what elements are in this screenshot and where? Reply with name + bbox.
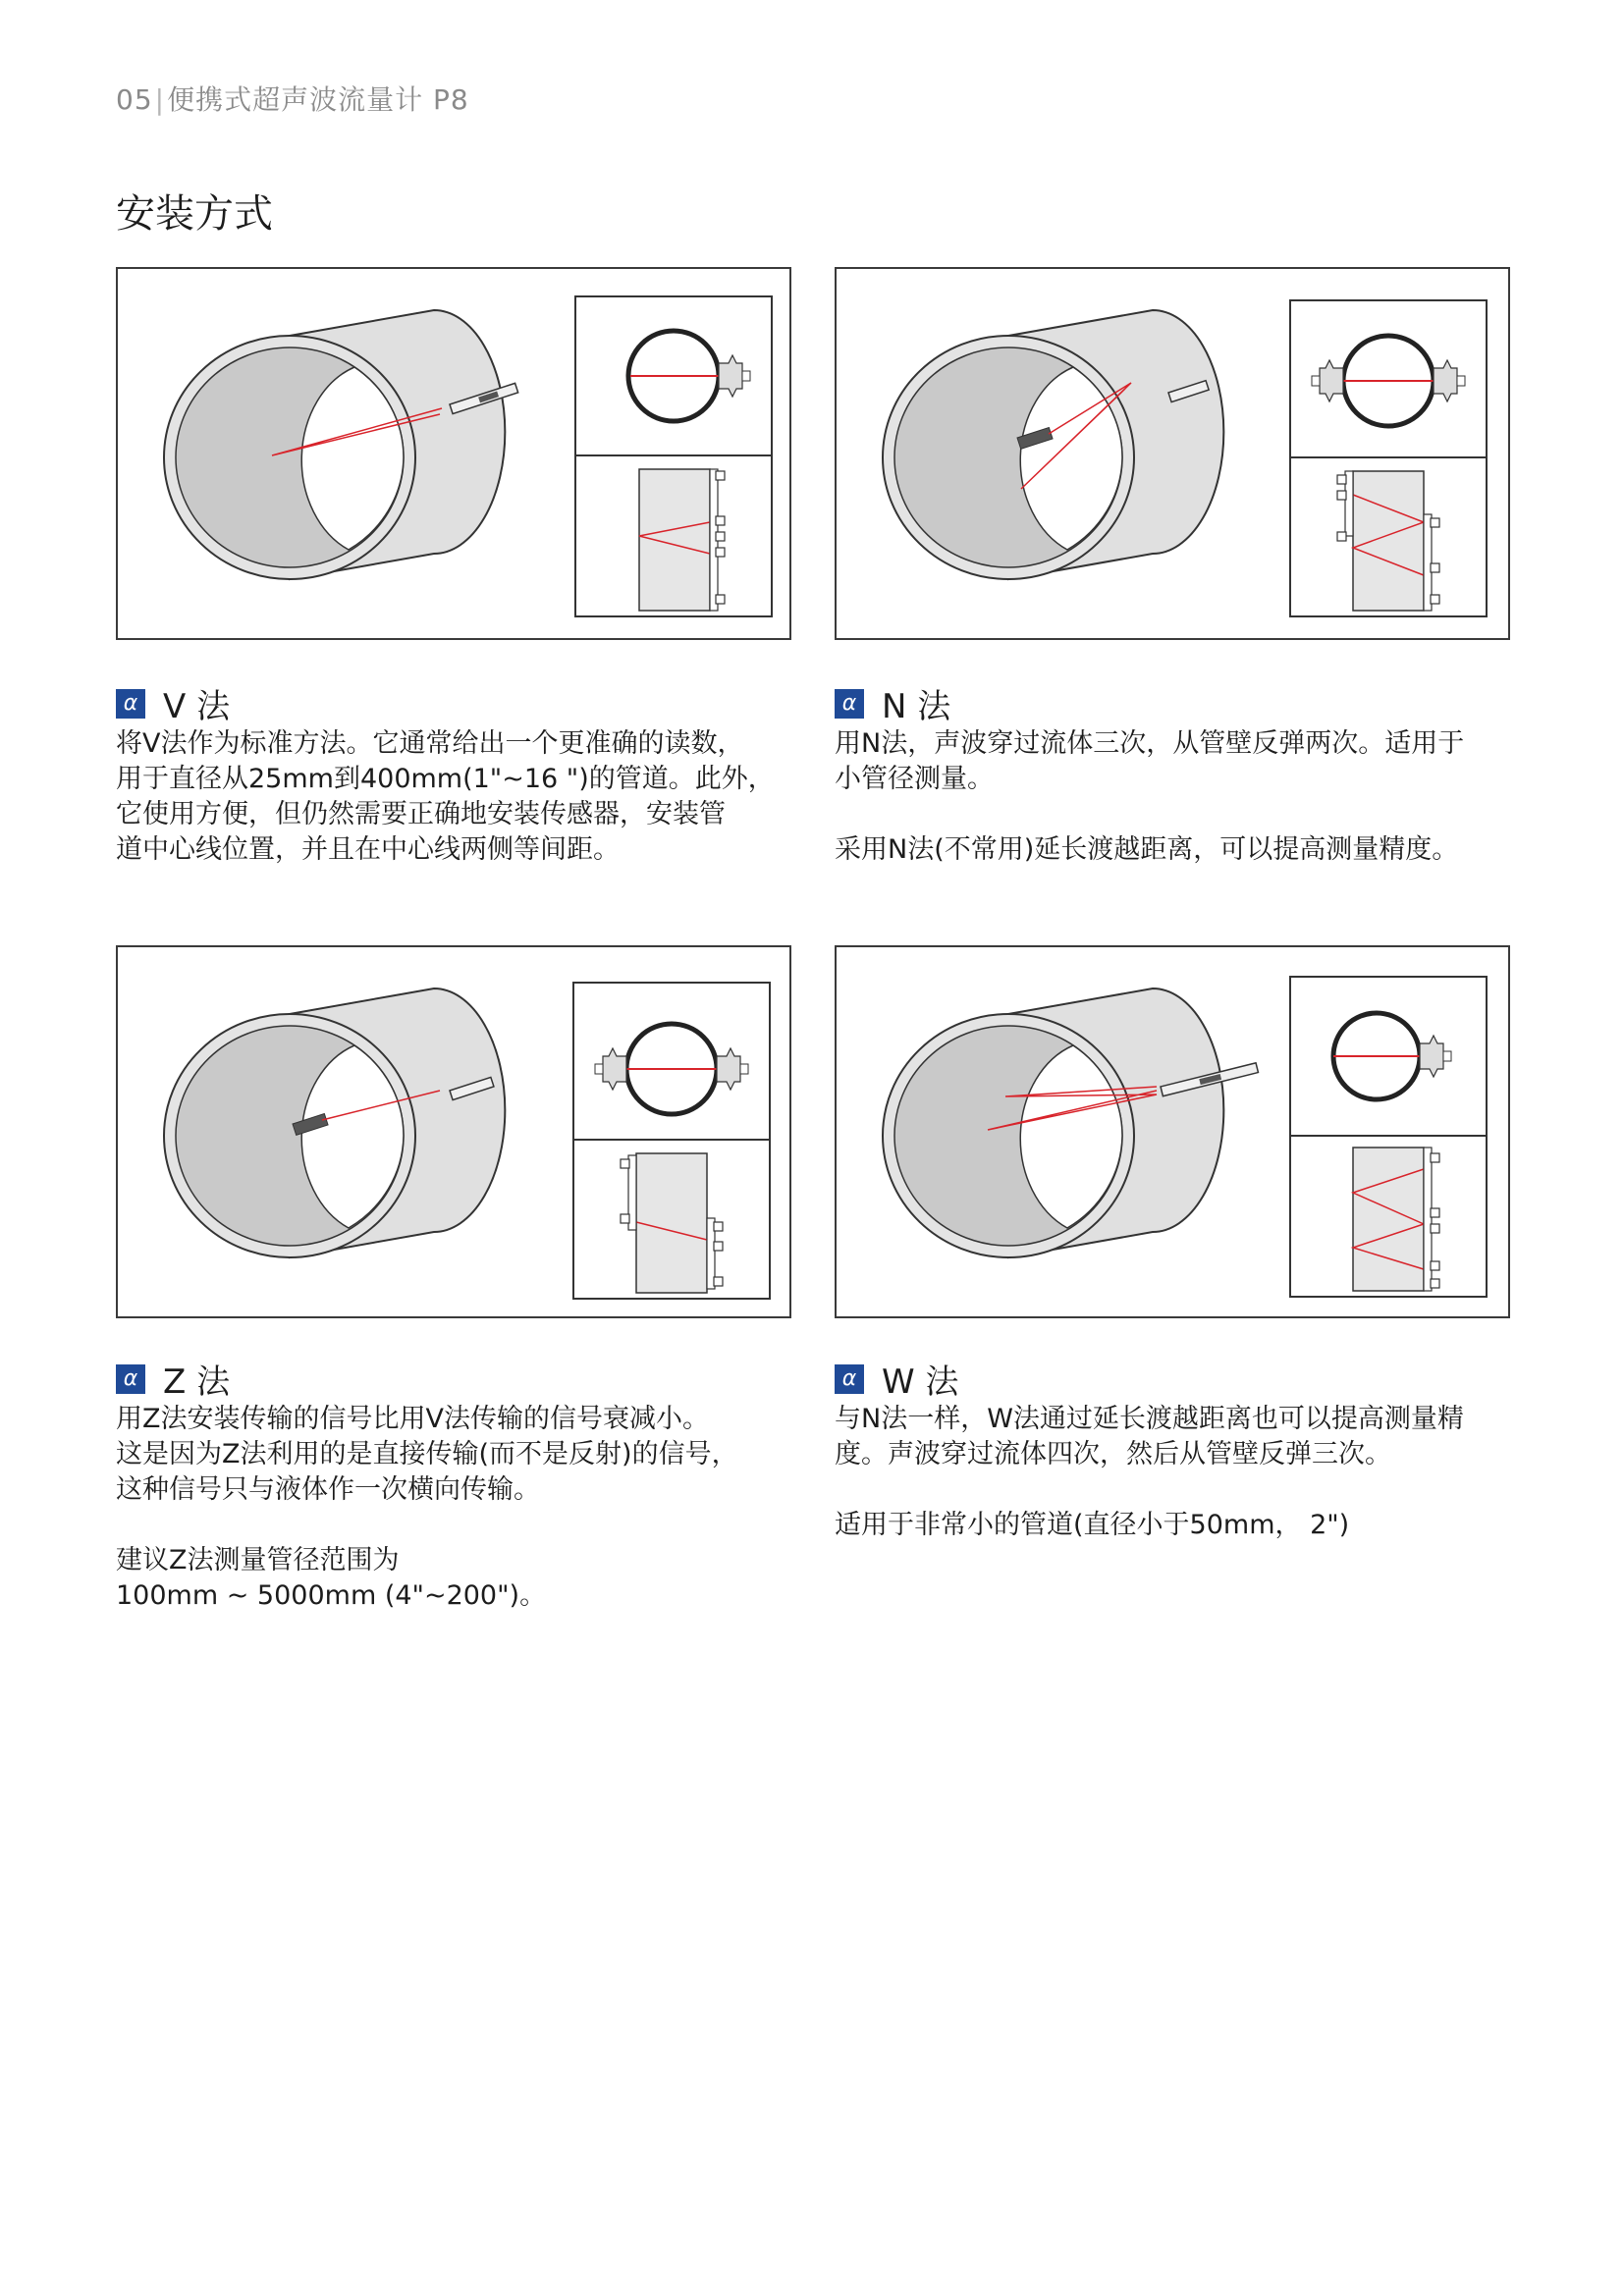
method-n-description (835, 726, 1522, 868)
pipe-illustration (164, 310, 518, 579)
method-w-heading (835, 1355, 958, 1403)
text-line: 小管径测量。 (835, 764, 994, 794)
text-line: 它使用方便，但仍然需要正确地安装传感器，安装管 (116, 799, 726, 829)
text-line: 建议Z法测量管径范围为 (116, 1545, 400, 1575)
text-line: 这种信号只与液体作一次横向传输。 (116, 1474, 540, 1505)
pipe-illustration (883, 988, 1258, 1257)
text-line: 与N法一样，W法通过延长渡越距离也可以提高测量精 (835, 1404, 1464, 1434)
alpha-badge-icon: α (835, 1364, 864, 1394)
diagram-z-method (116, 945, 791, 1318)
text-line: 度。声波穿过流体四次，然后从管壁反弹三次。 (835, 1439, 1391, 1469)
method-z-title: Z 法 (163, 1362, 231, 1402)
diagram-v-method (116, 267, 791, 640)
method-n-heading (835, 679, 950, 727)
method-v-description (116, 726, 803, 868)
text-line: 将V法作为标准方法。它通常给出一个更准确的读数， (116, 728, 744, 759)
text-line: 用Z法安装传输的信号比用V法传输的信号衰减小。 (116, 1404, 709, 1434)
text-line: 用于直径从25mm到400mm(1"~16 ")的管道。此外， (116, 764, 775, 794)
text-line: 道中心线位置，并且在中心线两侧等间距。 (116, 834, 620, 865)
page-title: 安装方式 (116, 191, 273, 237)
method-w-description (835, 1402, 1522, 1543)
diagram-w-method (835, 945, 1510, 1318)
pipe-illustration (883, 310, 1223, 579)
method-z-description (116, 1402, 803, 1614)
diagram-n-method (835, 267, 1510, 640)
text-line: 采用N法(不常用)延长渡越距离，可以提高测量精度。 (835, 834, 1459, 865)
alpha-badge-icon: α (835, 689, 864, 719)
header-separator: | (154, 83, 166, 116)
alpha-badge-icon: α (116, 1364, 145, 1394)
page-header (116, 79, 469, 118)
method-z-heading (116, 1355, 230, 1403)
text-line: 100mm ~ 5000mm (4"~200")。 (116, 1580, 547, 1611)
text-line: 这是因为Z法利用的是直接传输(而不是反射)的信号， (116, 1439, 738, 1469)
method-w-title: W 法 (882, 1362, 959, 1402)
method-n-title: N 法 (882, 687, 951, 726)
method-v-title: V 法 (163, 687, 231, 726)
pipe-illustration (164, 988, 505, 1257)
text-line: 适用于非常小的管道(直径小于50mm， 2") (835, 1510, 1350, 1540)
text-line: 用N法，声波穿过流体三次，从管壁反弹两次。适用于 (835, 728, 1465, 759)
method-v-heading (116, 679, 230, 727)
page-number: 05 (116, 83, 153, 116)
alpha-badge-icon: α (116, 689, 145, 719)
header-product: 便携式超声波流量计 P8 (167, 83, 469, 116)
